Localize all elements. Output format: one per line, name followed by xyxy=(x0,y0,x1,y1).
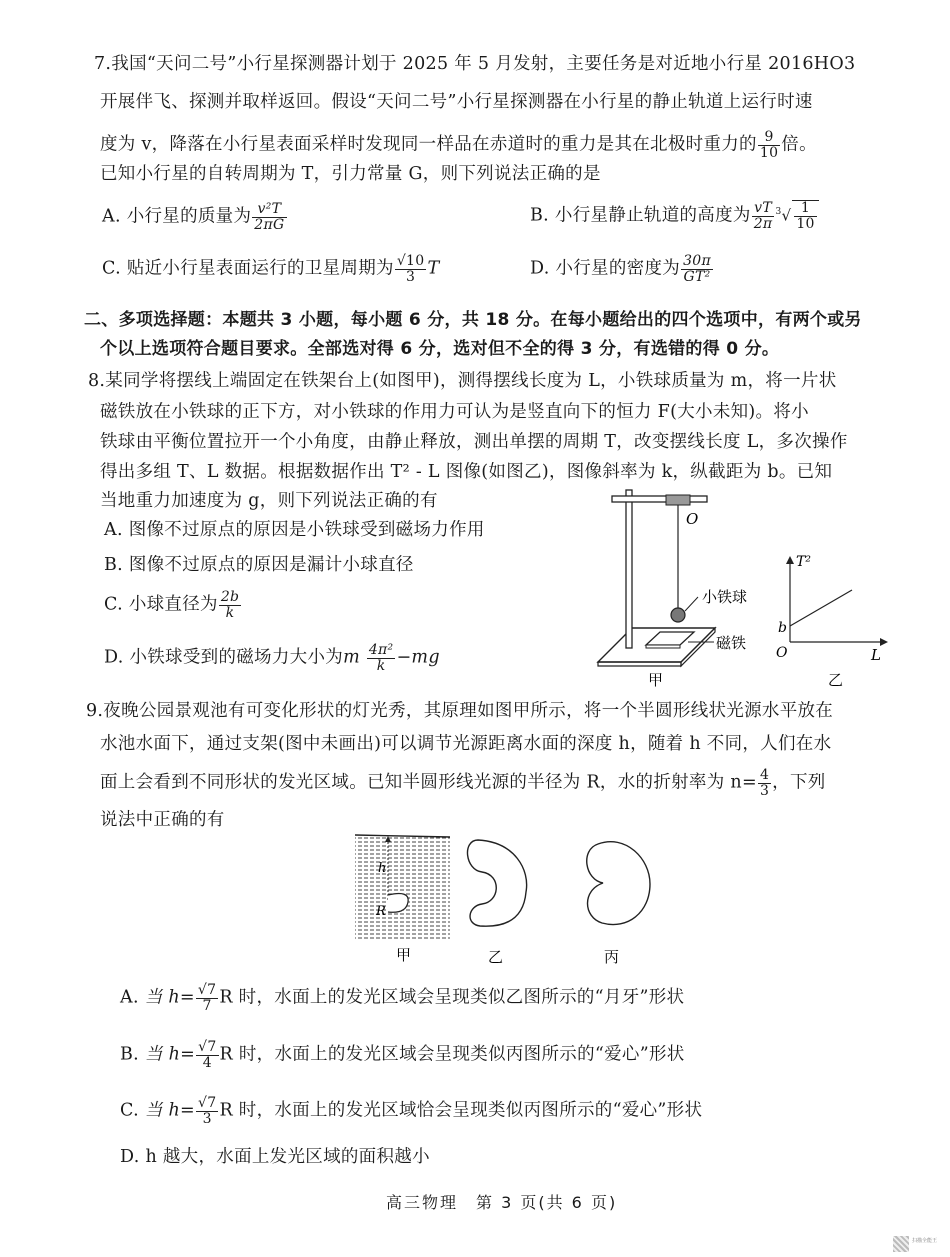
svg-text:b: b xyxy=(778,620,787,636)
svg-text:R: R xyxy=(376,904,386,919)
crescent-shape xyxy=(467,840,526,926)
section-2-heading: 二、多项选择题：本题共 3 小题，每小题 6 分，共 18 分。在每小题给出的四个选项中，有两个或另 xyxy=(84,310,862,330)
scanner-watermark: 扫描全能王 xyxy=(912,1238,938,1244)
light-shape-figure xyxy=(340,820,680,970)
q8-option-d[interactable]: D. 小铁球受到的磁场力大小为m $\frac{\text{4π²}}{k}$ −mg xyxy=(104,642,440,674)
q8-option-a[interactable]: A. 图像不过原点的原因是小铁球受到磁场力作用 xyxy=(104,520,485,540)
q9-option-c[interactable]: C. 当 h= $\frac{√7}{3}$ R 时，水面上的发光区域恰会呈现类似丙图所示的“爱心”形状 xyxy=(120,1095,703,1127)
q8-option-b[interactable]: B. 图像不过原点的原因是漏计小球直径 xyxy=(104,555,414,575)
figure-jia-label: 甲 xyxy=(648,671,664,689)
pendulum-figure xyxy=(590,480,910,690)
svg-text:T²: T² xyxy=(796,554,811,570)
qr-code-icon xyxy=(893,1236,909,1252)
q9-option-a[interactable]: A. 当 h= $\frac{√7}{7}$ R 时，水面上的发光区域会呈现类似乙图所示的“月牙”形状 xyxy=(120,982,685,1014)
svg-text:O: O xyxy=(776,645,788,661)
svg-text:甲: 甲 xyxy=(396,946,412,964)
q7-option-a[interactable]: A. 小行星的质量为 $\frac{\text{v²T}}{2\pi G}$ xyxy=(102,201,285,233)
section-2-instructions: 个以上选项符合题目要求。全部选对得 6 分，选对但不全的得 3 分，有选错的得 0 分。 xyxy=(100,339,780,359)
pivot-label: O xyxy=(686,510,699,528)
q7-line-4: 已知小行星的自转周期为 T，引力常量 G，则下列说法正确的是 xyxy=(100,164,601,184)
q7-line-2: 开展伴飞、探测并取样返回。假设“天问二号”小行星探测器在小行星的静止轨道上运行时速 xyxy=(100,92,813,112)
page-footer: 高三物理 第 3 页(共 6 页) xyxy=(386,1193,618,1212)
heart-shape xyxy=(587,842,650,925)
ball-label: 小铁球 xyxy=(702,588,748,606)
q8-option-c[interactable]: C. 小球直径为 $\frac{2b}{k}$ xyxy=(104,589,240,621)
svg-text:乙: 乙 xyxy=(488,948,504,966)
q7-option-d[interactable]: D. 小行星的密度为 $\frac{30\pi}{\text{GT²}}$ xyxy=(530,253,711,285)
svg-text:丙: 丙 xyxy=(604,948,620,966)
q7-line-3: 度为 v，降落在小行星表面采样时发现同一样品在赤道时的重力是其在北极时重力的 $\frac{9}{10}$ 倍。 xyxy=(100,129,817,161)
svg-text:L: L xyxy=(871,646,881,664)
q7-option-b[interactable]: B. 小行星静止轨道的高度为 $\frac{vT}{2\pi}$ $^3$√ $\frac{1}{10}$ xyxy=(530,200,819,231)
t2-l-graph xyxy=(776,554,888,689)
q7-option-c[interactable]: C. 贴近小行星表面运行的卫星周期为 $\frac{√10}{3}$ T xyxy=(102,253,440,285)
figure-yi-label: 乙 xyxy=(828,671,844,689)
q7-line-1: 7.我国“天问二号”小行星探测器计划于 2025 年 5 月发射，主要任务是对近地小行星 2016HO3 xyxy=(94,54,856,74)
ratio-fraction: $\frac{9}{10}$ xyxy=(759,129,779,161)
q9-option-b[interactable]: B. 当 h= $\frac{√7}{4}$ R 时，水面上的发光区域会呈现类似丙图所示的“爱心”形状 xyxy=(120,1039,685,1071)
q9-option-d[interactable]: D. h 越大，水面上发光区域的面积越小 xyxy=(120,1147,430,1167)
magnet-label: 磁铁 xyxy=(716,634,747,652)
svg-text:h: h xyxy=(378,861,387,876)
